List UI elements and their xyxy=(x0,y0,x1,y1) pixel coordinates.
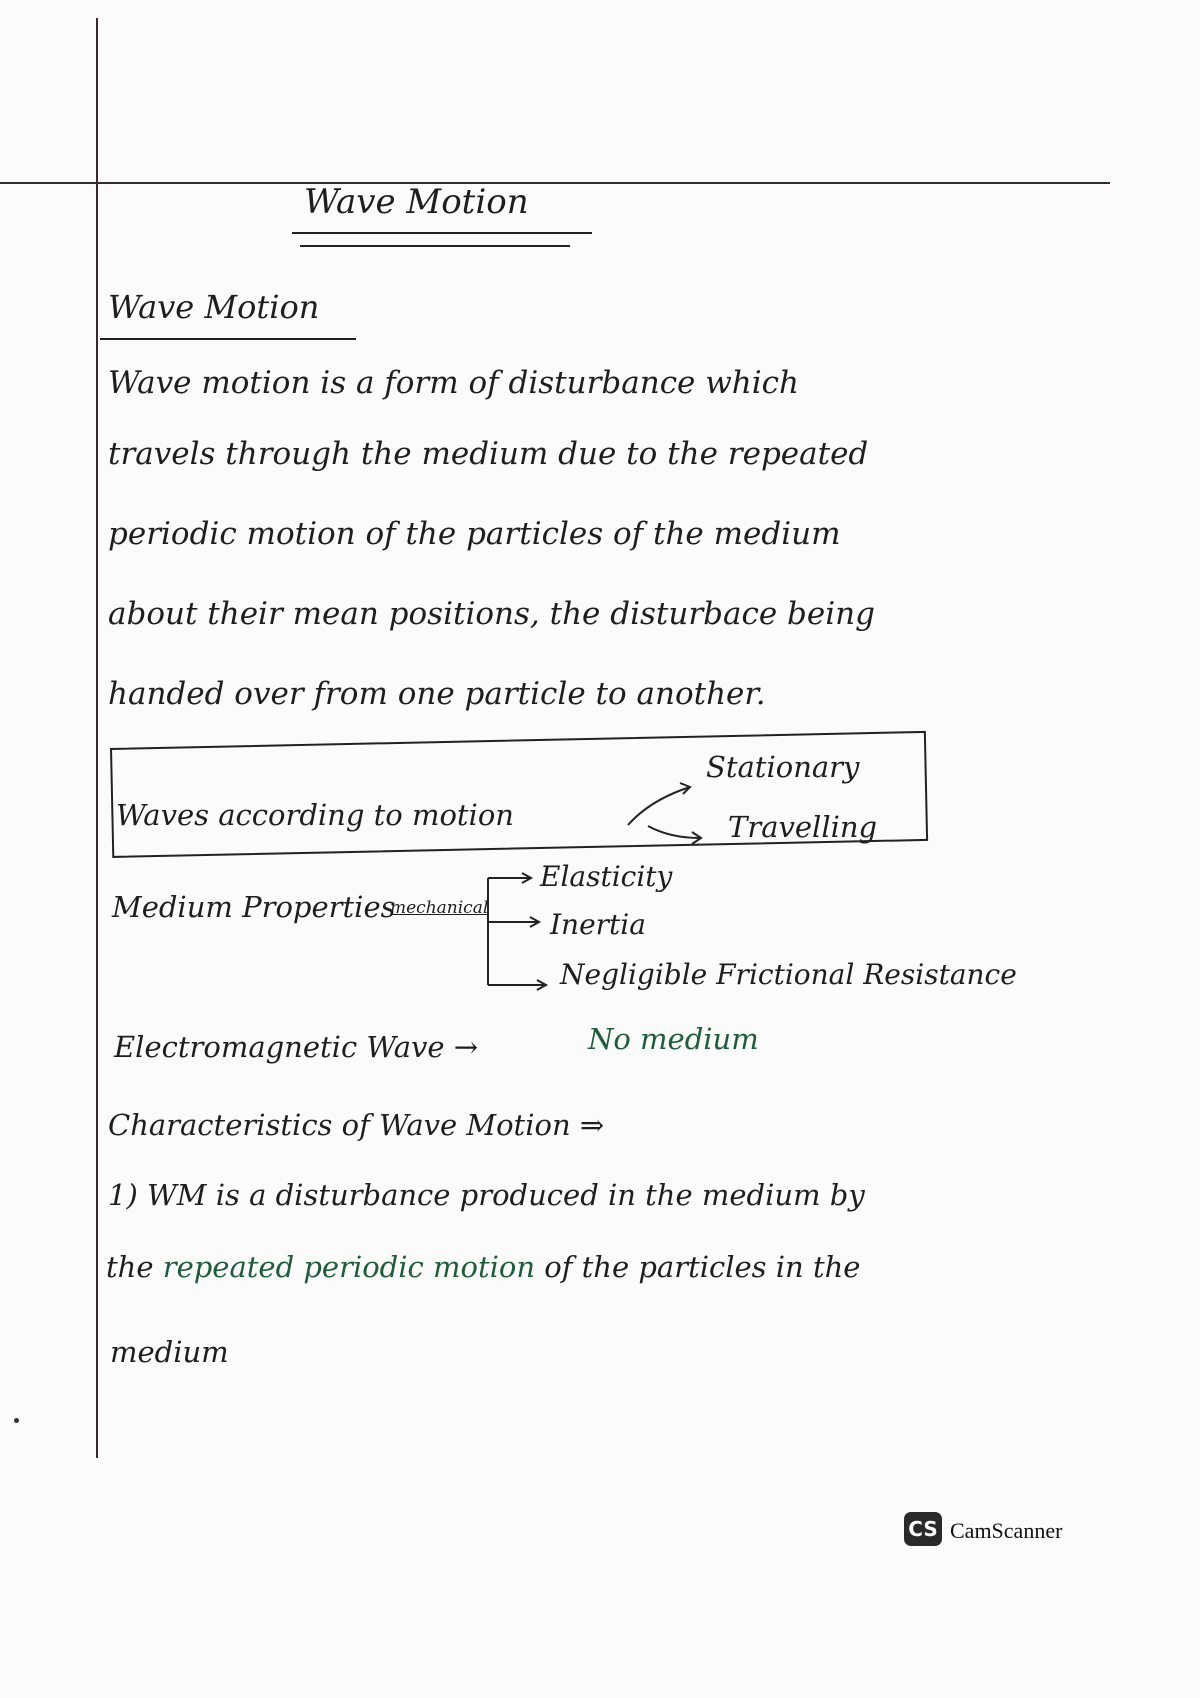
paragraph-line: periodic motion of the particles of the medium xyxy=(108,516,841,552)
point-number: 1) xyxy=(108,1178,147,1212)
camscanner-name: CamScanner xyxy=(950,1518,1063,1543)
paragraph-line: travels through the medium due to the repeated xyxy=(108,436,869,472)
point-text: WM is a disturbance produced in the medium by xyxy=(147,1178,865,1212)
page-title: Wave Motion xyxy=(304,182,529,222)
waves-branch-stationary: Stationary xyxy=(706,750,860,784)
medium-branch-inertia: Inertia xyxy=(550,908,646,941)
point-text-pre: the xyxy=(106,1250,163,1284)
point-text-green: repeated periodic motion xyxy=(162,1250,536,1284)
medium-branch-negligible: Negligible Frictional Resistance xyxy=(560,958,1017,991)
medium-branch-elasticity: Elasticity xyxy=(540,860,673,893)
medium-sublabel: mechanical xyxy=(390,898,489,918)
paragraph-line: about their mean positions, the disturbace being xyxy=(108,596,875,632)
camscanner-logo: CS xyxy=(904,1512,942,1546)
em-label-text: Electromagnetic Wave xyxy=(114,1030,445,1064)
medium-label: Medium Properties xyxy=(112,890,396,924)
em-value: No medium xyxy=(588,1022,759,1056)
characteristics-arrow: ⇒ xyxy=(579,1108,605,1142)
waves-label: Waves according to motion xyxy=(116,798,514,832)
waves-branch-travelling: Travelling xyxy=(728,810,878,844)
paragraph-line: handed over from one particle to another. xyxy=(108,676,766,712)
section-heading: Wave Motion xyxy=(108,288,320,326)
point-text-post: of the particles in the xyxy=(535,1250,861,1284)
em-arrow: → xyxy=(453,1030,479,1064)
characteristics-heading-text: Characteristics of Wave Motion xyxy=(108,1108,571,1142)
paragraph-line: Wave motion is a form of disturbance which xyxy=(108,365,799,401)
point-1-line-3: medium xyxy=(110,1335,229,1369)
